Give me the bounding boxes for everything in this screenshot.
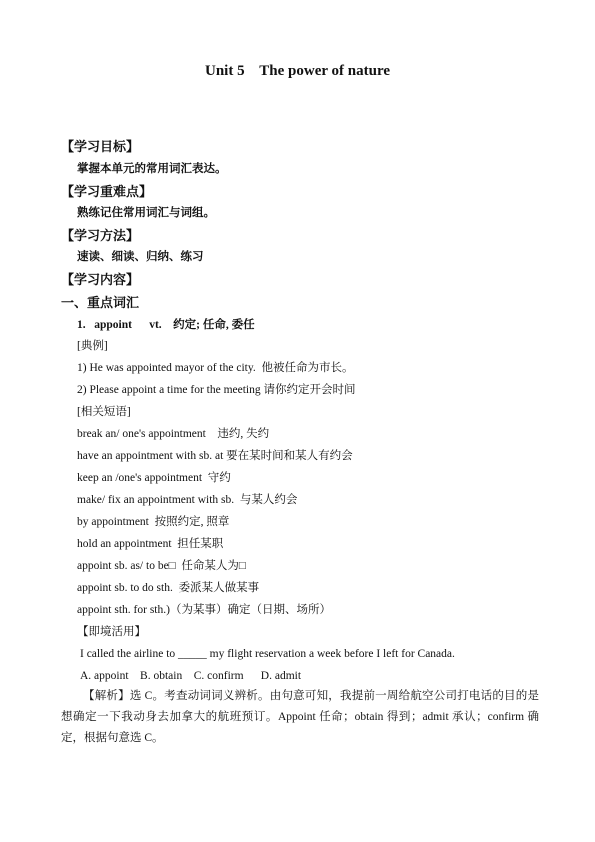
- phrase-item: appoint sth. for sth.)（为某事）确定（日期、场所）: [77, 604, 331, 616]
- practice-question: I called the airline to _____ my flight reservation a week before I left for Canada.: [80, 648, 455, 660]
- phrase-item: appoint sb. to do sth. 委派某人做某事: [77, 582, 260, 594]
- analysis-paragraph: 【解析】选 C。考查动词词义辨析。由句意可知，我提前一周给航空公司打电话的目的是想确定一下我动身去加拿大的航班预订。Appoint 任命；obtain 得到；admit 承认；confirm 确定，根据句意选 C。: [61, 690, 539, 744]
- phrase-item: make/ fix an appointment with sb. 与某人约会: [77, 494, 298, 506]
- phrase-item: keep an /one's appointment 守约: [77, 472, 231, 484]
- example-sentence-1: 1) He was appointed mayor of the city. 他被任命为市长。: [77, 362, 354, 374]
- methods-text: 速读、细读、归纳、练习: [77, 251, 204, 263]
- phrase-item: appoint sb. as/ to be□ 任命某人为□: [77, 560, 246, 572]
- content-heading: 【学习内容】: [61, 272, 140, 287]
- keypoints-heading: 【学习重难点】: [61, 184, 153, 199]
- phrases-label: [相关短语]: [77, 406, 131, 418]
- phrase-item: by appointment 按照约定, 照章: [77, 516, 230, 528]
- practice-label: 【即境活用】: [77, 626, 146, 638]
- section1-heading: 一、重点词汇: [61, 295, 140, 310]
- answer-options: A. appoint B. obtain C. confirm D. admit: [80, 670, 302, 682]
- page-title: Unit 5 The power of nature: [204, 63, 390, 79]
- keypoints-text: 熟练记住常用词汇与词组。: [77, 207, 215, 219]
- objectives-text: 掌握本单元的常用词汇表达。: [77, 163, 227, 175]
- vocab-entry: 1. appoint vt. 约定; 任命, 委任: [77, 319, 255, 331]
- example-sentence-2: 2) Please appoint a time for the meeting 请你约定开会时间: [77, 384, 356, 396]
- phrase-item: have an appointment with sb. at 要在某时间和某人有约会: [77, 450, 353, 462]
- phrase-item: break an/ one's appointment 违约, 失约: [77, 428, 270, 440]
- objectives-heading: 【学习目标】: [61, 139, 140, 154]
- methods-heading: 【学习方法】: [61, 228, 140, 243]
- phrase-item: hold an appointment 担任某职: [77, 538, 224, 550]
- examples-label: [典例]: [77, 340, 108, 352]
